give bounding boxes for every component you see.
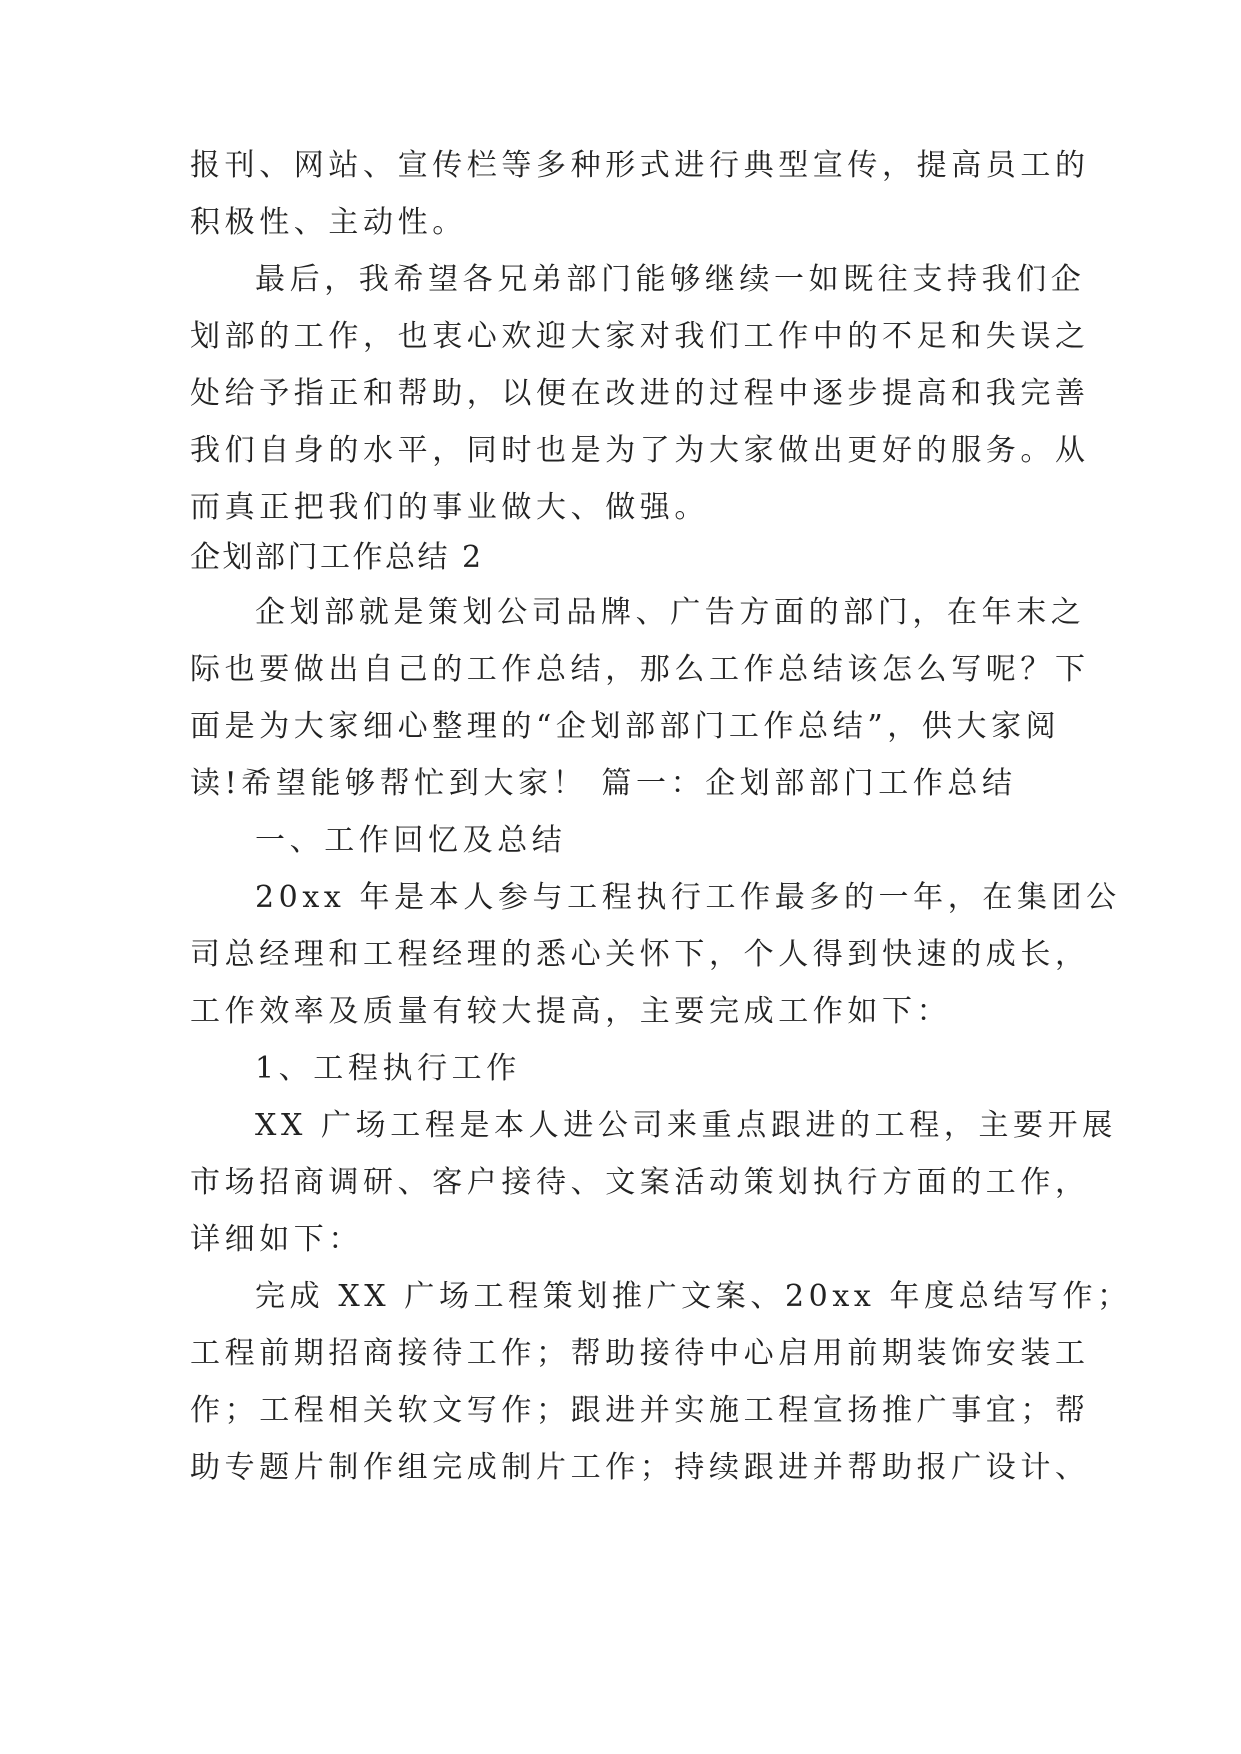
- body-text-line: 读!希望能够帮忙到大家！ 篇一：企划部部门工作总结: [190, 766, 1017, 801]
- section-title: 企划部门工作总结 2: [190, 540, 484, 575]
- subsection-heading: 一、工作回忆及总结: [255, 823, 567, 858]
- body-text-line: 处给予指正和帮助，以便在改进的过程中逐步提高和我完善: [190, 376, 1090, 411]
- subsection-heading: 1、工程执行工作: [255, 1051, 521, 1086]
- body-text-line: 详细如下：: [190, 1222, 363, 1257]
- body-text-line: 助专题片制作组完成制片工作；持续跟进并帮助报广设计、: [190, 1450, 1090, 1485]
- paragraph-first-line: 完成 XX 广场工程策划推广文案、20xx 年度总结写作；: [255, 1279, 1132, 1314]
- body-text-line: 市场招商调研、客户接待、文案活动策划执行方面的工作，: [190, 1165, 1090, 1200]
- body-text-line: 司总经理和工程经理的悉心关怀下，个人得到快速的成长，: [190, 937, 1090, 972]
- body-text-line: 划部的工作，也衷心欢迎大家对我们工作中的不足和失误之: [190, 319, 1090, 354]
- paragraph-first-line: 企划部就是策划公司品牌、广告方面的部门，在年末之: [255, 595, 1086, 630]
- body-text-line: 作；工程相关软文写作；跟进并实施工程宣扬推广事宜；帮: [190, 1393, 1090, 1428]
- body-text-line: 面是为大家细心整理的“企划部部门工作总结”，供大家阅: [190, 709, 1061, 744]
- paragraph-first-line: 最后，我希望各兄弟部门能够继续一如既往支持我们企: [255, 262, 1086, 297]
- body-text-line: 际也要做出自己的工作总结，那么工作总结该怎么写呢？下: [190, 652, 1090, 687]
- body-text-line: 工作效率及质量有较大提高，主要完成工作如下：: [190, 994, 952, 1029]
- body-text-line: 积极性、主动性。: [190, 205, 467, 240]
- body-text-line: 而真正把我们的事业做大、做强。: [190, 490, 709, 525]
- body-text-line: 我们自身的水平，同时也是为了为大家做出更好的服务。从: [190, 433, 1090, 468]
- paragraph-first-line: 20xx 年是本人参与工程执行工作最多的一年，在集团公: [255, 880, 1121, 915]
- body-text-line: 工程前期招商接待工作；帮助接待中心启用前期装饰安装工: [190, 1336, 1090, 1371]
- body-text-line: 报刊、网站、宣传栏等多种形式进行典型宣传，提高员工的: [190, 148, 1090, 183]
- paragraph-first-line: XX 广场工程是本人进公司来重点跟进的工程，主要开展: [255, 1108, 1117, 1143]
